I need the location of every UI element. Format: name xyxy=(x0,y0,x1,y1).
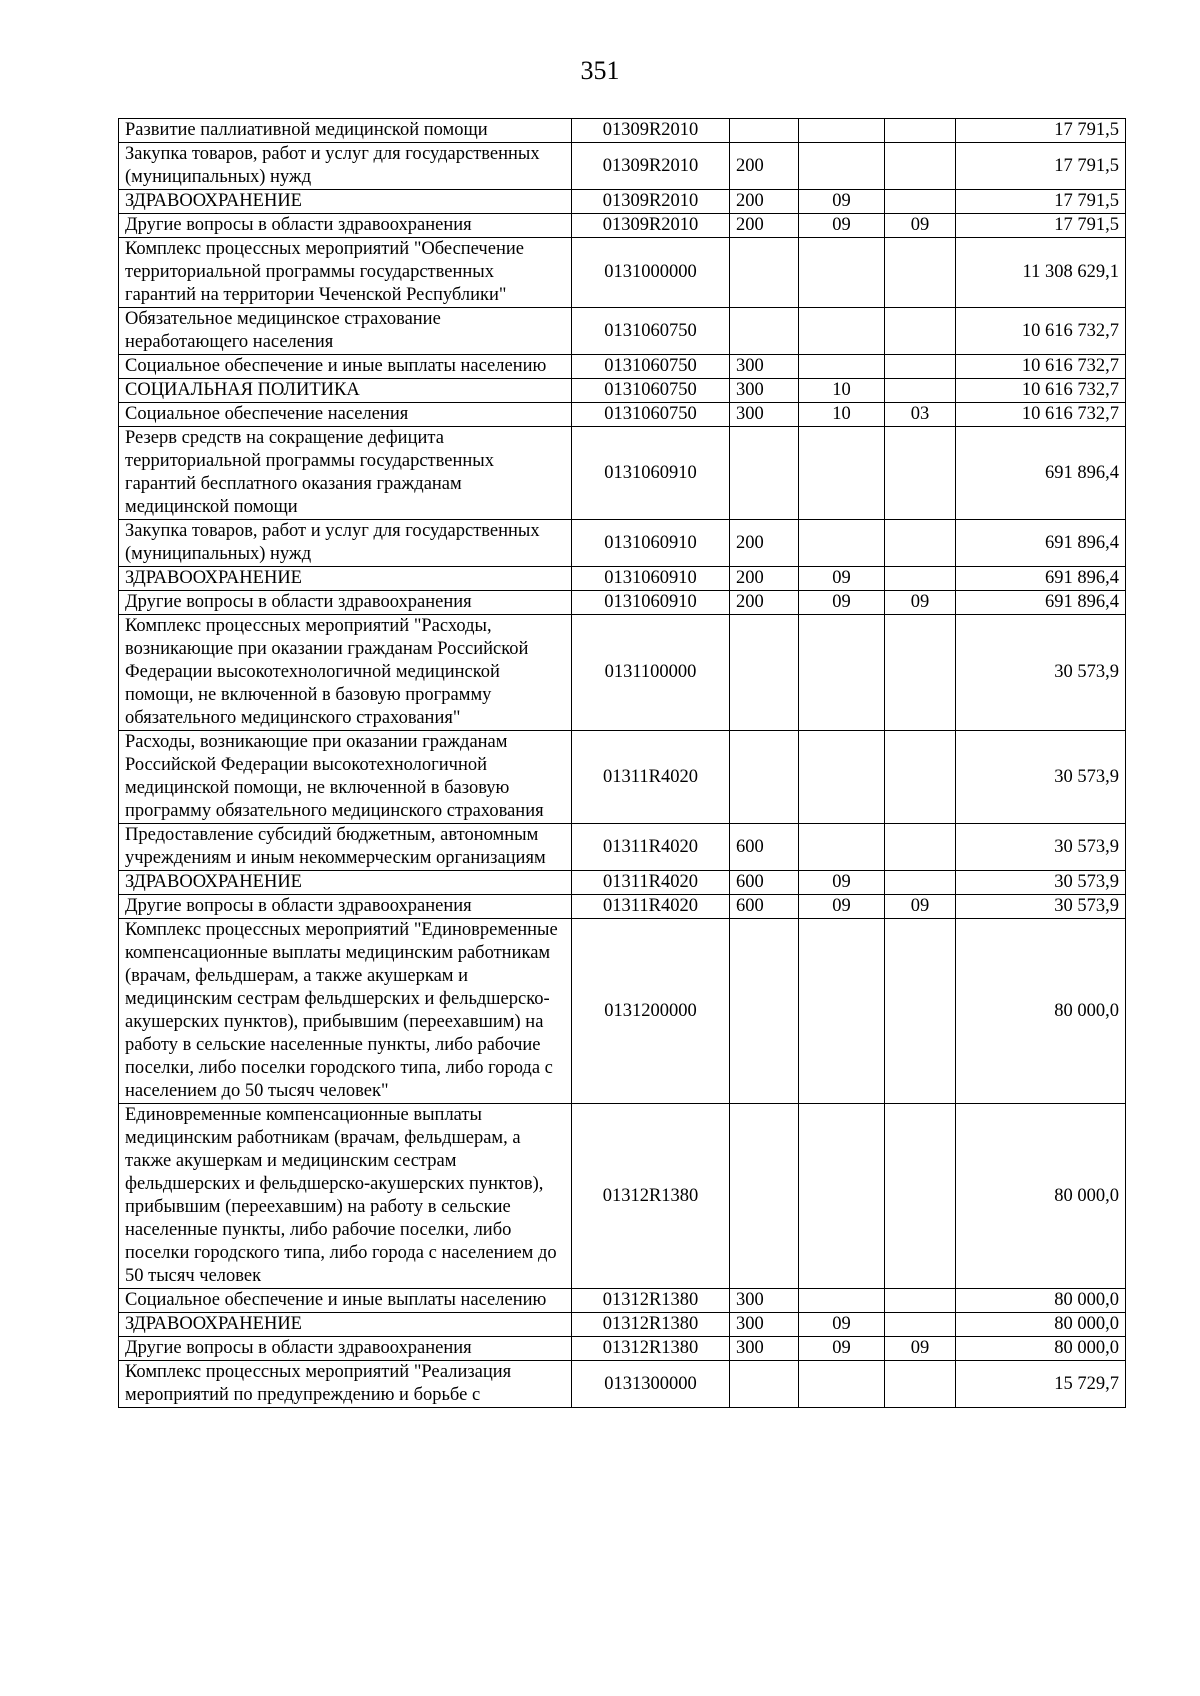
row-expense-type-cell xyxy=(730,308,799,355)
table-row xyxy=(119,1313,1126,1337)
row-section-cell xyxy=(799,355,885,379)
row-amount-cell: 17 791,5 xyxy=(956,214,1126,238)
row-expense-type-cell: 600 xyxy=(730,824,799,871)
table-row xyxy=(119,591,1126,615)
row-amount-cell: 80 000,0 xyxy=(956,919,1126,1104)
row-amount-cell: 691 896,4 xyxy=(956,567,1126,591)
row-section-cell: 09 xyxy=(799,591,885,615)
row-expense-type-cell xyxy=(730,731,799,824)
row-name-cell: Закупка товаров, работ и услуг для государственных (муниципальных) нужд xyxy=(119,143,572,190)
row-subsection-cell xyxy=(885,308,956,355)
table-row xyxy=(119,379,1126,403)
row-expense-type-cell xyxy=(730,1361,799,1408)
row-name-cell: ЗДРАВООХРАНЕНИЕ xyxy=(119,1313,572,1337)
row-name-cell: Другие вопросы в области здравоохранения xyxy=(119,214,572,238)
row-amount-cell: 80 000,0 xyxy=(956,1337,1126,1361)
row-section-cell xyxy=(799,427,885,520)
row-name-cell: Расходы, возникающие при оказании гражданам Российской Федерации высокотехнологичной медицинской помощи, не включенной в базовую программу обязательного медицинского страхования xyxy=(119,731,572,824)
row-section-cell xyxy=(799,1104,885,1289)
row-section-cell: 09 xyxy=(799,1313,885,1337)
row-expense-type-cell xyxy=(730,919,799,1104)
row-subsection-cell: 09 xyxy=(885,214,956,238)
row-code-cell: 0131060750 xyxy=(572,403,730,427)
row-section-cell xyxy=(799,731,885,824)
table-row xyxy=(119,190,1126,214)
row-code-cell: 01309R2010 xyxy=(572,190,730,214)
row-subsection-cell: 09 xyxy=(885,895,956,919)
row-subsection-cell xyxy=(885,119,956,143)
row-name-cell: Комплекс процессных мероприятий "Расходы, возникающие при оказании гражданам Российской Федерации высокотехнологичной медицинской помощи, не включенной в базовую программу обязательного медицинского страхования" xyxy=(119,615,572,731)
row-amount-cell: 17 791,5 xyxy=(956,119,1126,143)
row-expense-type-cell: 200 xyxy=(730,190,799,214)
table-row xyxy=(119,1361,1126,1408)
row-code-cell: 0131200000 xyxy=(572,919,730,1104)
row-amount-cell: 30 573,9 xyxy=(956,824,1126,871)
row-code-cell: 0131060910 xyxy=(572,520,730,567)
row-code-cell: 0131000000 xyxy=(572,238,730,308)
row-expense-type-cell: 300 xyxy=(730,355,799,379)
table-row xyxy=(119,238,1126,308)
row-code-cell: 01309R2010 xyxy=(572,119,730,143)
row-subsection-cell xyxy=(885,520,956,567)
row-amount-cell: 10 616 732,7 xyxy=(956,355,1126,379)
row-name-cell: ЗДРАВООХРАНЕНИЕ xyxy=(119,190,572,214)
row-name-cell: Резерв средств на сокращение дефицита территориальной программы государственных гарантий бесплатного оказания гражданам медицинской помощи xyxy=(119,427,572,520)
row-section-cell: 09 xyxy=(799,1337,885,1361)
row-expense-type-cell: 200 xyxy=(730,143,799,190)
row-code-cell: 01312R1380 xyxy=(572,1313,730,1337)
row-expense-type-cell xyxy=(730,1104,799,1289)
row-code-cell: 0131060910 xyxy=(572,591,730,615)
budget-table xyxy=(118,118,1126,1408)
row-amount-cell: 80 000,0 xyxy=(956,1289,1126,1313)
row-amount-cell: 80 000,0 xyxy=(956,1313,1126,1337)
row-code-cell: 01311R4020 xyxy=(572,824,730,871)
row-amount-cell: 30 573,9 xyxy=(956,871,1126,895)
row-name-cell: Обязательное медицинское страхование неработающего населения xyxy=(119,308,572,355)
row-amount-cell: 80 000,0 xyxy=(956,1104,1126,1289)
row-subsection-cell: 03 xyxy=(885,403,956,427)
row-amount-cell: 17 791,5 xyxy=(956,190,1126,214)
row-expense-type-cell: 200 xyxy=(730,567,799,591)
row-name-cell: Социальное обеспечение и иные выплаты населению xyxy=(119,355,572,379)
row-subsection-cell xyxy=(885,190,956,214)
row-name-cell: Другие вопросы в области здравоохранения xyxy=(119,895,572,919)
row-subsection-cell xyxy=(885,355,956,379)
row-section-cell xyxy=(799,1361,885,1408)
row-name-cell: Единовременные компенсационные выплаты медицинским работникам (врачам, фельдшерам, а также акушеркам и медицинским сестрам фельдшерских и фельдшерско-акушерских пунктов), прибывшим (переехавшим) на работу в сельские населенные пункты, либо рабочие поселки, либо поселки городского типа, либо города с населением до 50 тысяч человек xyxy=(119,1104,572,1289)
row-code-cell: 01311R4020 xyxy=(572,871,730,895)
row-name-cell: ЗДРАВООХРАНЕНИЕ xyxy=(119,871,572,895)
row-code-cell: 01312R1380 xyxy=(572,1337,730,1361)
row-amount-cell: 30 573,9 xyxy=(956,615,1126,731)
row-subsection-cell xyxy=(885,824,956,871)
row-section-cell xyxy=(799,238,885,308)
row-name-cell: Комплекс процессных мероприятий "Реализация мероприятий по предупреждению и борьбе с xyxy=(119,1361,572,1408)
row-expense-type-cell xyxy=(730,615,799,731)
row-subsection-cell xyxy=(885,919,956,1104)
row-amount-cell: 30 573,9 xyxy=(956,895,1126,919)
row-subsection-cell: 09 xyxy=(885,591,956,615)
row-subsection-cell xyxy=(885,871,956,895)
row-code-cell: 01311R4020 xyxy=(572,895,730,919)
table-row xyxy=(119,403,1126,427)
row-section-cell: 10 xyxy=(799,403,885,427)
table-row xyxy=(119,567,1126,591)
row-code-cell: 0131060750 xyxy=(572,308,730,355)
row-section-cell xyxy=(799,520,885,567)
row-expense-type-cell: 200 xyxy=(730,591,799,615)
table-row xyxy=(119,895,1126,919)
row-expense-type-cell: 300 xyxy=(730,1289,799,1313)
row-name-cell: Другие вопросы в области здравоохранения xyxy=(119,1337,572,1361)
row-expense-type-cell: 300 xyxy=(730,403,799,427)
row-section-cell: 09 xyxy=(799,895,885,919)
row-amount-cell: 17 791,5 xyxy=(956,143,1126,190)
row-name-cell: Предоставление субсидий бюджетным, автономным учреждениям и иным некоммерческим организациям xyxy=(119,824,572,871)
budget-table-body xyxy=(119,119,1126,1408)
row-expense-type-cell xyxy=(730,119,799,143)
row-section-cell xyxy=(799,824,885,871)
row-expense-type-cell: 600 xyxy=(730,895,799,919)
row-subsection-cell xyxy=(885,567,956,591)
row-amount-cell: 15 729,7 xyxy=(956,1361,1126,1408)
row-code-cell: 0131060910 xyxy=(572,567,730,591)
row-section-cell xyxy=(799,919,885,1104)
row-code-cell: 01309R2010 xyxy=(572,214,730,238)
table-row xyxy=(119,731,1126,824)
table-row xyxy=(119,1337,1126,1361)
row-name-cell: Социальное обеспечение населения xyxy=(119,403,572,427)
table-row xyxy=(119,1289,1126,1313)
row-subsection-cell xyxy=(885,731,956,824)
row-expense-type-cell xyxy=(730,238,799,308)
row-expense-type-cell: 200 xyxy=(730,214,799,238)
row-subsection-cell xyxy=(885,1104,956,1289)
row-amount-cell: 691 896,4 xyxy=(956,520,1126,567)
table-row xyxy=(119,520,1126,567)
row-section-cell xyxy=(799,1289,885,1313)
page-number: 351 xyxy=(580,56,620,85)
row-amount-cell: 10 616 732,7 xyxy=(956,308,1126,355)
row-section-cell: 10 xyxy=(799,379,885,403)
row-expense-type-cell: 200 xyxy=(730,520,799,567)
row-name-cell: Социальное обеспечение и иные выплаты населению xyxy=(119,1289,572,1313)
row-subsection-cell xyxy=(885,1289,956,1313)
row-section-cell: 09 xyxy=(799,567,885,591)
row-subsection-cell xyxy=(885,1361,956,1408)
row-name-cell: СОЦИАЛЬНАЯ ПОЛИТИКА xyxy=(119,379,572,403)
row-section-cell: 09 xyxy=(799,190,885,214)
table-row xyxy=(119,871,1126,895)
row-code-cell: 01312R1380 xyxy=(572,1104,730,1289)
row-code-cell: 0131300000 xyxy=(572,1361,730,1408)
row-section-cell xyxy=(799,143,885,190)
row-subsection-cell xyxy=(885,238,956,308)
row-expense-type-cell: 600 xyxy=(730,871,799,895)
table-row xyxy=(119,1104,1126,1289)
row-section-cell: 09 xyxy=(799,871,885,895)
table-row xyxy=(119,824,1126,871)
table-row xyxy=(119,427,1126,520)
row-section-cell xyxy=(799,308,885,355)
row-expense-type-cell: 300 xyxy=(730,379,799,403)
row-amount-cell: 11 308 629,1 xyxy=(956,238,1126,308)
row-section-cell: 09 xyxy=(799,214,885,238)
row-section-cell xyxy=(799,119,885,143)
table-row xyxy=(119,143,1126,190)
row-expense-type-cell: 300 xyxy=(730,1337,799,1361)
row-subsection-cell xyxy=(885,615,956,731)
row-code-cell: 0131060750 xyxy=(572,379,730,403)
row-name-cell: Закупка товаров, работ и услуг для государственных (муниципальных) нужд xyxy=(119,520,572,567)
table-row xyxy=(119,615,1126,731)
row-name-cell: Другие вопросы в области здравоохранения xyxy=(119,591,572,615)
row-code-cell: 0131060750 xyxy=(572,355,730,379)
row-code-cell: 01312R1380 xyxy=(572,1289,730,1313)
row-name-cell: ЗДРАВООХРАНЕНИЕ xyxy=(119,567,572,591)
row-code-cell: 0131060910 xyxy=(572,427,730,520)
table-row xyxy=(119,119,1126,143)
row-code-cell: 0131100000 xyxy=(572,615,730,731)
row-amount-cell: 691 896,4 xyxy=(956,591,1126,615)
table-row xyxy=(119,214,1126,238)
row-expense-type-cell xyxy=(730,427,799,520)
row-amount-cell: 10 616 732,7 xyxy=(956,379,1126,403)
row-name-cell: Развитие паллиативной медицинской помощи xyxy=(119,119,572,143)
table-row xyxy=(119,919,1126,1104)
row-amount-cell: 691 896,4 xyxy=(956,427,1126,520)
row-amount-cell: 10 616 732,7 xyxy=(956,403,1126,427)
row-name-cell: Комплекс процессных мероприятий "Единовременные компенсационные выплаты медицинским работникам (врачам, фельдшерам, а также акушеркам и медицинским сестрам фельдшерских и фельдшерско-акушерских пунктов), прибывшим (переехавшим) на работу в сельские населенные пункты, либо рабочие поселки, либо поселки городского типа, либо города с населением до 50 тысяч человек" xyxy=(119,919,572,1104)
row-section-cell xyxy=(799,615,885,731)
table-row xyxy=(119,308,1126,355)
row-amount-cell: 30 573,9 xyxy=(956,731,1126,824)
row-name-cell: Комплекс процессных мероприятий "Обеспечение территориальной программы государственных гарантий на территории Чеченской Республики" xyxy=(119,238,572,308)
table-row xyxy=(119,355,1126,379)
row-subsection-cell xyxy=(885,143,956,190)
row-subsection-cell xyxy=(885,379,956,403)
row-expense-type-cell: 300 xyxy=(730,1313,799,1337)
row-subsection-cell xyxy=(885,427,956,520)
row-subsection-cell xyxy=(885,1313,956,1337)
row-code-cell: 01311R4020 xyxy=(572,731,730,824)
row-subsection-cell: 09 xyxy=(885,1337,956,1361)
row-code-cell: 01309R2010 xyxy=(572,143,730,190)
